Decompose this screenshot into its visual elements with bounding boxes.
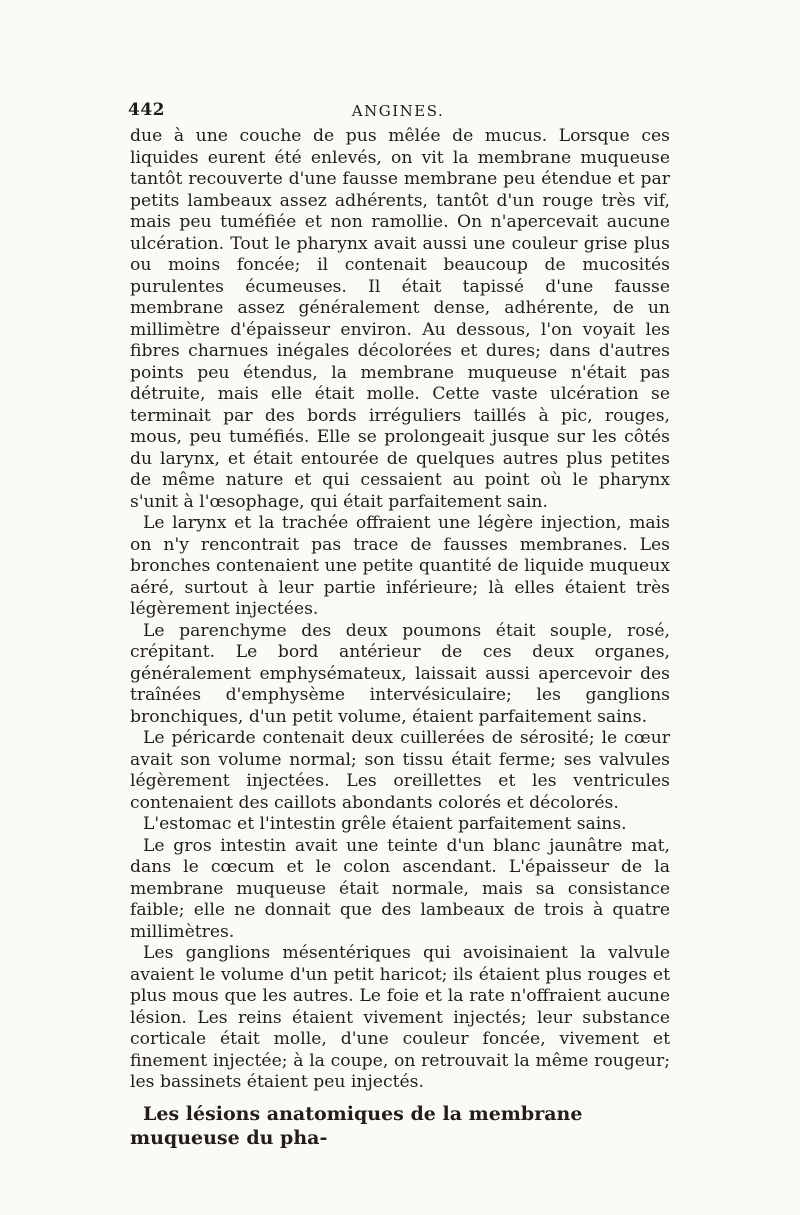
paragraph-large-intestine: Le gros intestin avait une teinte d'un blanc jaunâtre mat, dans le cœcum et le colon ascendant. L'épaisseur de la membrane muqueuse était normale, mais sa consistance faible; elle ne donnait que des lambeaux de trois à quatre millimètres. — [130, 835, 670, 942]
paragraph-larynx: Le larynx et la trachée offraient une légère injection, mais on n'y rencontrait pas trace de fausses membranes. Les bronches contenaient une petite quantité de liquide muqueux aéré, surtout à leur partie inférieure; là elles étaient très légèrement injectées. — [130, 513, 670, 619]
page-number: 442 — [128, 100, 165, 120]
header-title: ANGINES. — [351, 102, 445, 120]
paragraph-stomach: L'estomac et l'intestin grêle étaient parfaitement sains. — [143, 814, 627, 834]
running-head — [128, 100, 668, 126]
paragraph-continuation: due à une couche de pus mêlée de mucus. Lorsque ces liquides eurent été enlevés, on vit la membrane muqueuse tantôt recouverte d'une fausse membrane peu étendue et par petits lambeaux assez adhérents, tantôt d'un rouge très vif, mais peu tuméfiée et non ramollie. On n'apercevait aucune ulcération. Tout le pharynx avait aussi une couleur grise plus ou moins foncée; il contenait beaucoup de mucosités purulentes écumeuses. Il était tapissé d'une fausse membrane assez généralement dense, adhérente, de un millimètre d'épaisseur environ. Au dessous, l'on voyait les fibres charnues inégales décolorées et dures; dans d'autres points peu étendus, la membrane muqueuse n'était pas détruite, mais elle était molle. Cette vaste ulcération se terminait par des bords irréguliers taillés à pic, rouges, mous, peu tuméfiés. Elle se prolongeait jusque sur les côtés du larynx, et était entourée de quelques autres plus petites de même nature et qui cessaient au point où le pharynx s'unit à l'œsophage, qui était parfaitement sain. — [130, 126, 670, 512]
body-text — [130, 126, 670, 1150]
paragraph-lungs: Le parenchyme des deux poumons était souple, rosé, crépitant. Le bord antérieur de ces deux organes, généralement emphysémateux, laissait aussi apercevoir des traînées d'emphysème intervésiculaire; les ganglions bronchiques, d'un petit volume, étaient parfaitement sains. — [130, 620, 670, 727]
paragraph-ganglia: Les ganglions mésentériques qui avoisinaient la valvule avaient le volume d'un petit haricot; ils étaient plus rouges et plus mous que les autres. Le foie et la rate n'offraient aucune lésion. Les reins étaient vivement injectés; leur substance corticale était molle, d'une couleur foncée, vivement et finement injectée; à la coupe, on retrouvait la même rougeur; les bassinets étaient peu injectés. — [130, 943, 670, 1092]
paragraph-pericardium: Le péricarde contenait deux cuillerées de sérosité; le cœur avait son volume normal; son tissu était ferme; ses valvules légèrement injectées. Les oreillettes et les ventricules contenaient des caillots abondants colorés et décolorés. — [130, 728, 670, 813]
paragraph-lesions: Les lésions anatomiques de la membrane muqueuse du pha- — [130, 1102, 583, 1149]
